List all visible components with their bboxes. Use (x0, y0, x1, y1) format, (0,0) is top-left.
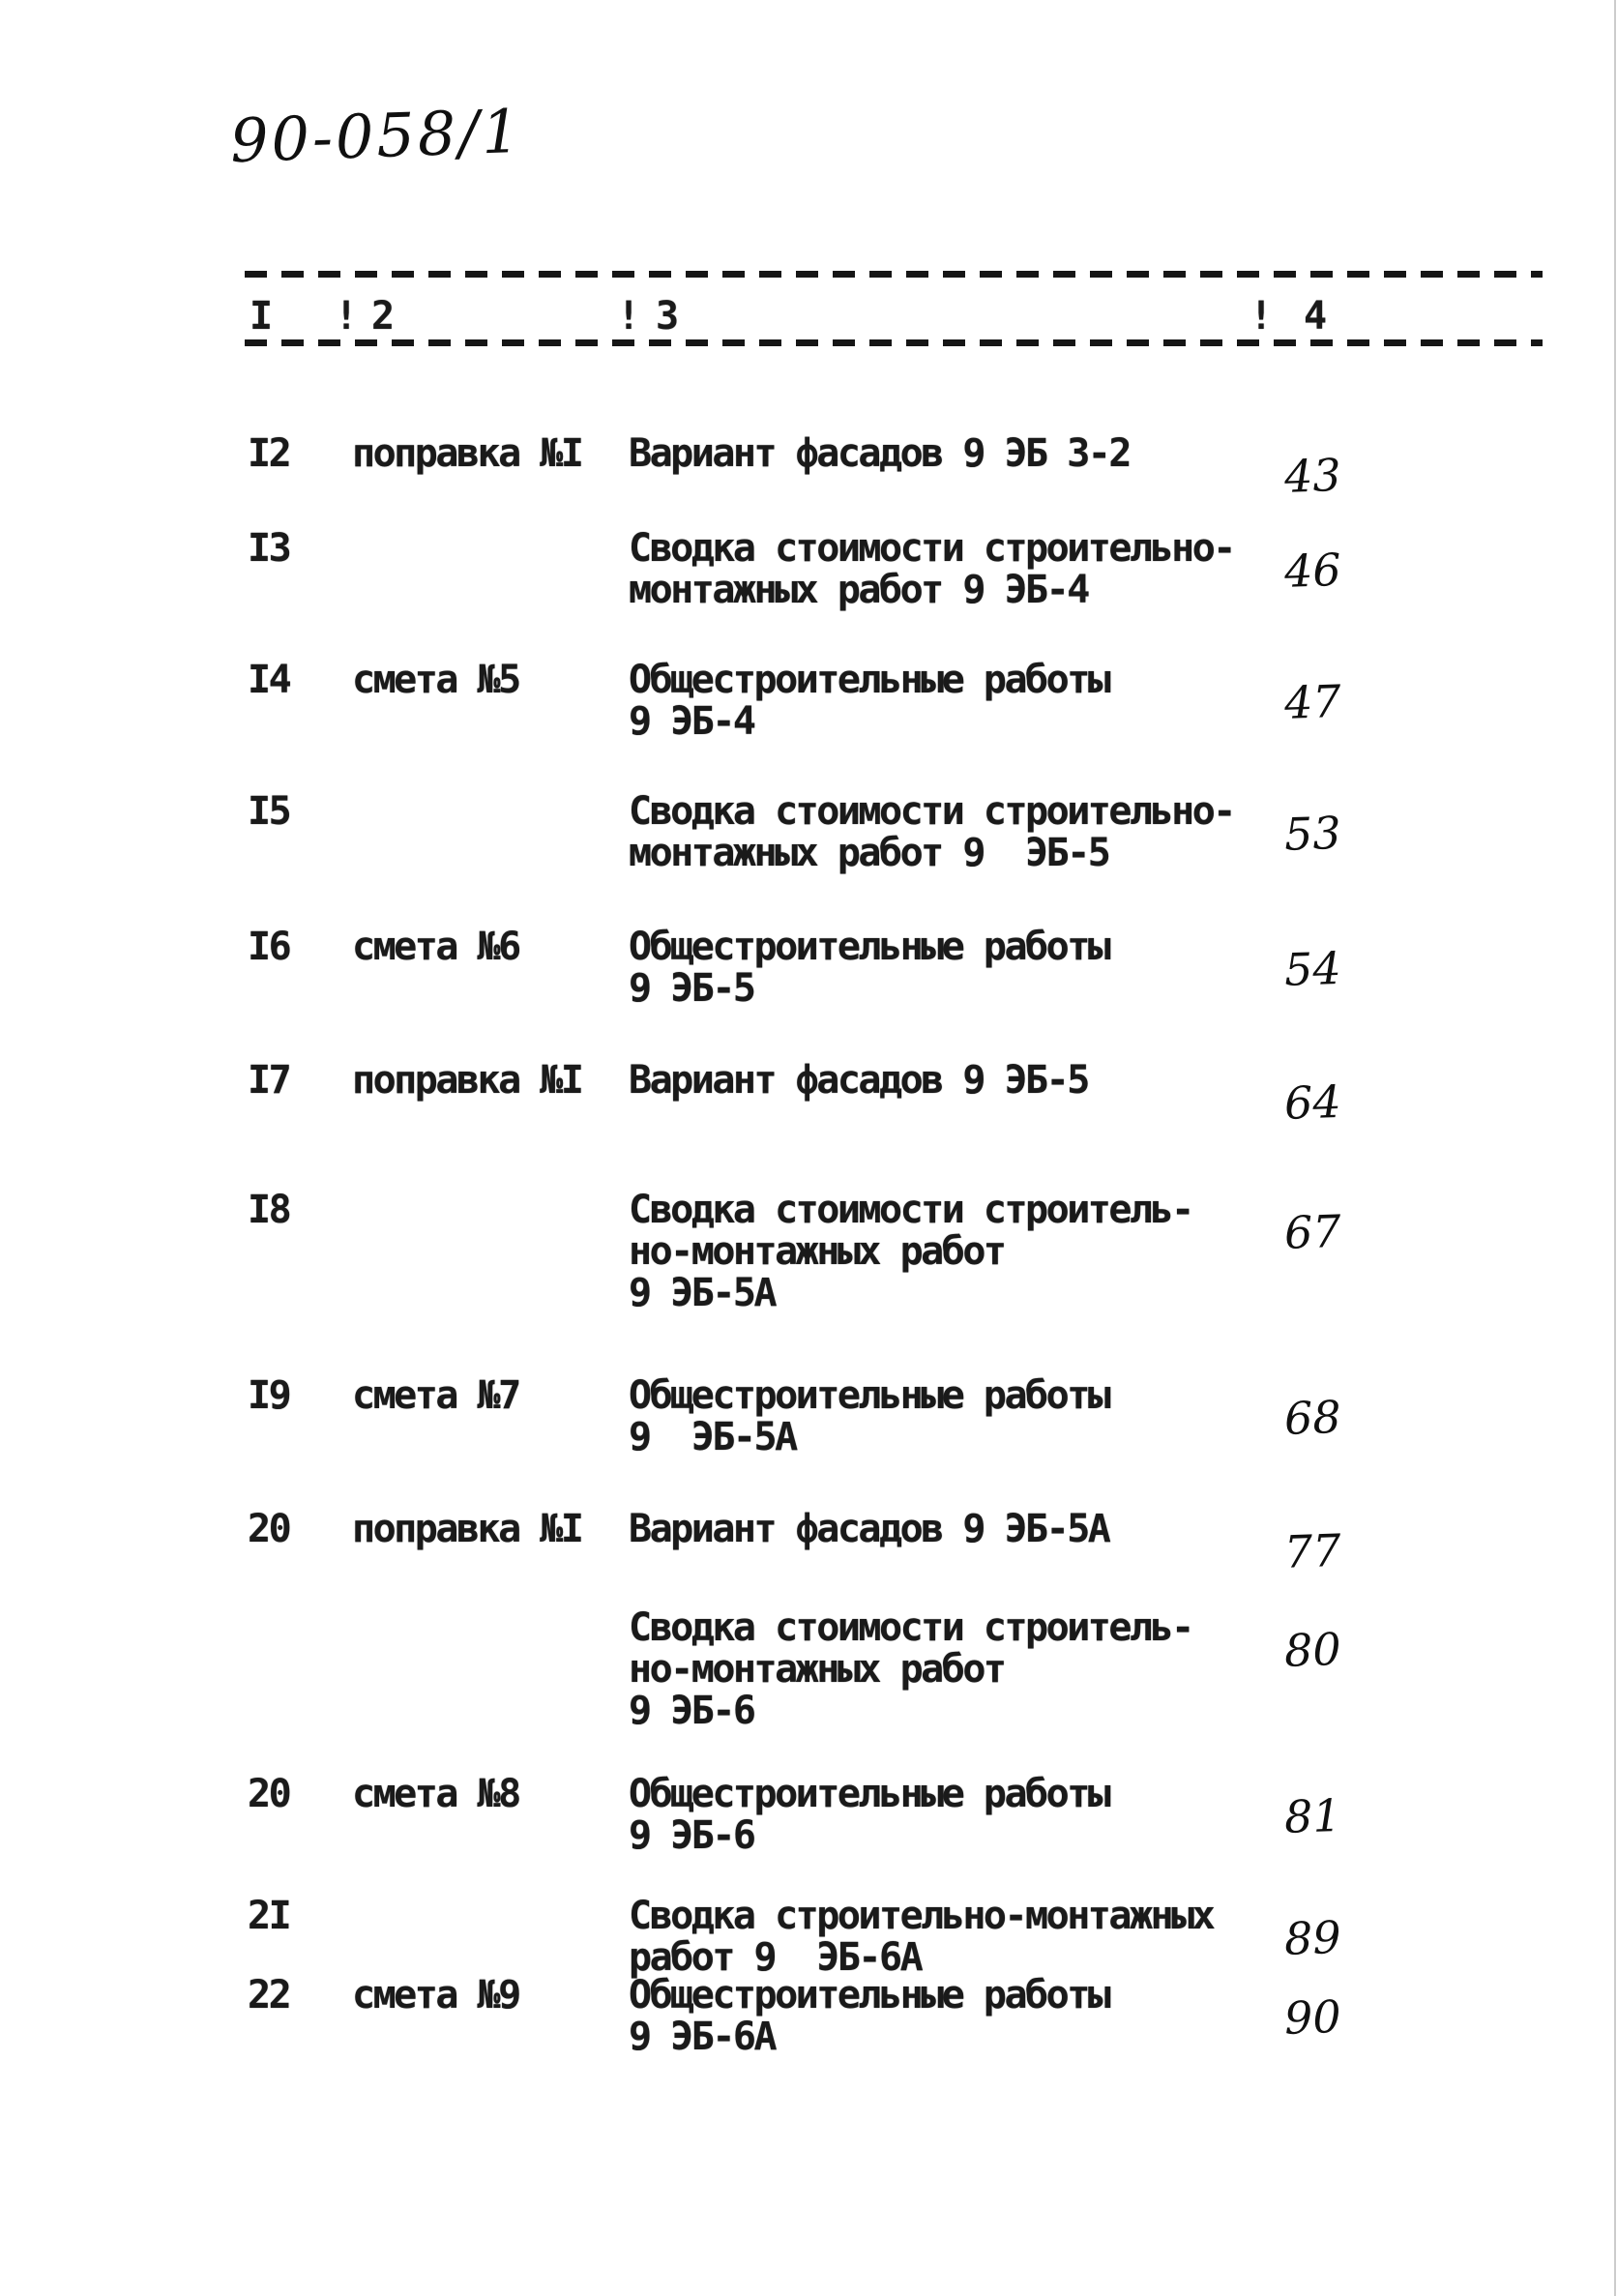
description-line: 9 ЭБ-6А (629, 2015, 776, 2059)
column-separator: ! (1250, 294, 1271, 339)
description-line: Сводка стоимости строитель- (629, 1605, 1192, 1650)
row-page-number: 77 (1283, 1470, 1617, 2296)
row-page-number: 43 (1283, 395, 1617, 2296)
description-line: 9 ЭБ-6 (629, 1813, 754, 1858)
row-description (629, 528, 1335, 611)
row-label: смета №9 (352, 1973, 519, 2017)
row-number: 20 (248, 1772, 290, 1816)
row-number: 20 (248, 1507, 290, 1551)
row-description (629, 1060, 1335, 1102)
row-description (629, 1375, 1335, 1458)
row-number: I5 (248, 789, 290, 834)
description-line: но-монтажных работ (629, 1647, 1005, 1692)
row-number: I7 (248, 1058, 290, 1103)
row-page-number: 89 (1283, 1857, 1617, 2296)
column-header-3: 3 (656, 294, 677, 339)
description-line: но-монтажных работ (629, 1229, 1005, 1274)
column-header-2: 2 (371, 294, 393, 339)
row-description (629, 1190, 1335, 1314)
row-label: поправка №I (352, 431, 582, 476)
row-label: смета №5 (352, 658, 519, 702)
description-line: Сводка стоимости строительно- (629, 789, 1234, 834)
row-label: смета №7 (352, 1373, 519, 1418)
row-label: поправка №I (352, 1507, 582, 1551)
description-line: работ 9 ЭБ-6А (629, 1935, 922, 1980)
description-line: Вариант фасадов 9 ЭБ-5А (629, 1507, 1109, 1551)
description-line: 9 ЭБ-5А (629, 1415, 796, 1459)
description-line: Сводка строительно-монтажных (629, 1894, 1214, 1938)
row-page-number: 64 (1283, 1021, 1617, 2296)
description-line: Сводка стоимости строитель- (629, 1188, 1192, 1232)
row-number: I2 (248, 431, 290, 476)
description-line: Общестроительные работы (629, 658, 1109, 702)
row-page-number: 81 (1283, 1735, 1617, 2296)
description-line: монтажных работ 9 ЭБ-4 (629, 568, 1088, 612)
row-number: I6 (248, 925, 290, 969)
row-description (629, 791, 1335, 874)
description-line: монтажных работ 9 ЭБ-5 (629, 831, 1109, 875)
row-number: 2I (248, 1894, 290, 1938)
description-line: Общестроительные работы (629, 925, 1109, 969)
row-description (629, 1896, 1335, 1979)
row-page-number: 47 (1283, 621, 1617, 2296)
description-line: 9 ЭБ-4 (629, 699, 754, 744)
row-number: I9 (248, 1373, 290, 1418)
row-page-number: 80 (1283, 1569, 1617, 2296)
row-page-number: 46 (1283, 489, 1617, 2296)
row-page-number: 53 (1283, 752, 1617, 2296)
row-number: I4 (248, 658, 290, 702)
row-description (629, 1975, 1335, 2058)
description-line: Сводка стоимости строительно- (629, 526, 1234, 571)
row-number: I8 (248, 1188, 290, 1232)
scan-edge-artifact (1614, 0, 1616, 2296)
row-page-number: 68 (1283, 1337, 1617, 2296)
row-description (629, 660, 1335, 743)
row-label: поправка №I (352, 1058, 582, 1103)
description-line: Общестроительные работы (629, 1373, 1109, 1418)
description-line: Общестроительные работы (629, 1772, 1109, 1816)
row-page-number: 67 (1283, 1151, 1617, 2296)
description-line: 9 ЭБ-6 (629, 1689, 754, 1733)
row-description (629, 1774, 1335, 1857)
description-line: Вариант фасадов 9 ЭБ-5 (629, 1058, 1088, 1103)
row-label: смета №8 (352, 1772, 519, 1816)
row-page-number: 90 (1283, 1936, 1617, 2296)
description-line: 9 ЭБ-5 (629, 966, 754, 1011)
handwritten-document-code: 90-058/1 (228, 95, 524, 177)
row-description (629, 433, 1335, 475)
row-label: смета №6 (352, 925, 519, 969)
dashed-rule-bottom (245, 339, 1543, 346)
description-line: Общестроительные работы (629, 1973, 1109, 2017)
row-description (629, 927, 1335, 1010)
row-page-number: 54 (1283, 888, 1617, 2296)
row-description (629, 1607, 1335, 1732)
column-separator: ! (617, 294, 638, 339)
description-line: Вариант фасадов 9 ЭБ 3-2 (629, 431, 1130, 476)
row-number: I3 (248, 526, 290, 571)
column-header-1: I (250, 294, 271, 339)
row-description (629, 1509, 1335, 1550)
row-number: 22 (248, 1973, 290, 2017)
dashed-rule-top (245, 271, 1543, 278)
description-line: 9 ЭБ-5А (629, 1271, 776, 1315)
column-separator: ! (335, 294, 356, 339)
column-header-4: 4 (1304, 294, 1325, 339)
